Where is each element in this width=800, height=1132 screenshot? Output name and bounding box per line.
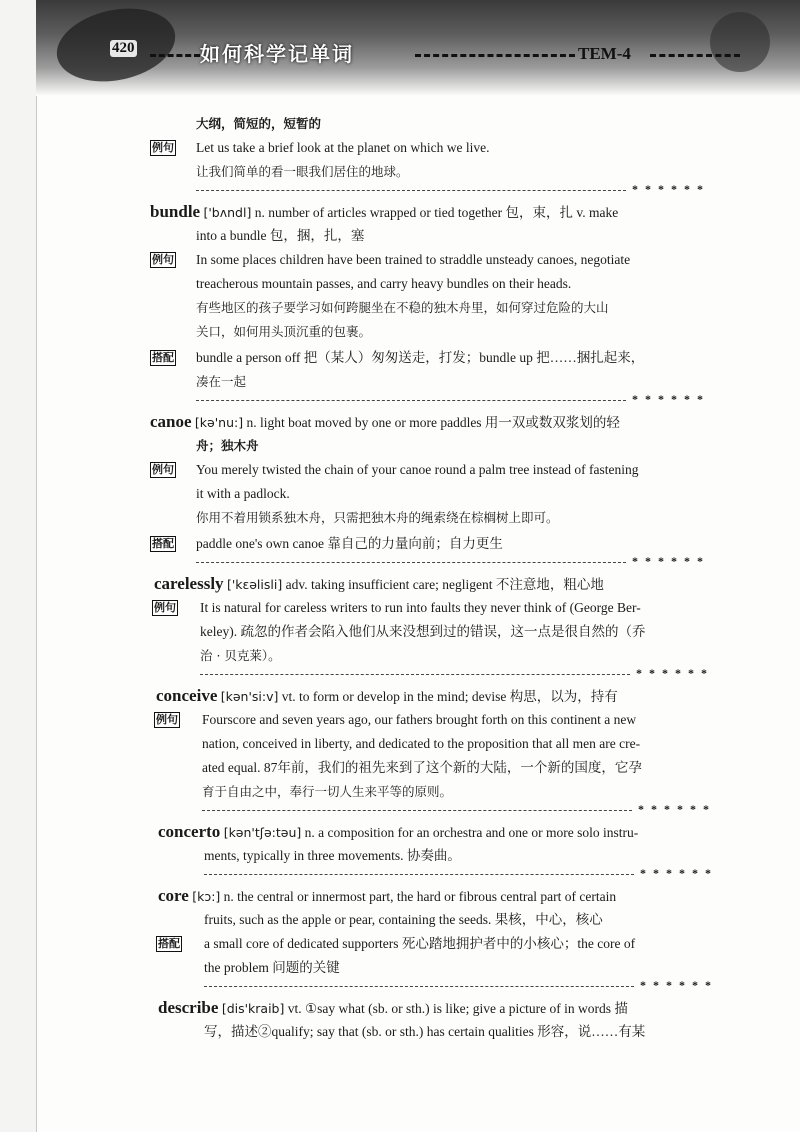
entry-separator (202, 810, 632, 811)
definition: n. number of articles wrapped or tied together 包，束，扎 v. make (254, 205, 619, 220)
phonetic: [kɔ:] (192, 889, 221, 904)
example-sentence: keley). 疏忽的作者会陷入他们从来没想到过的错误，这一点是很自然的（乔 (200, 624, 646, 639)
star-rating: * * * * * * (632, 182, 705, 196)
decorative-swirl (710, 12, 770, 72)
definition: n. the central or innermost part, the hard or fibrous central part of certain (223, 889, 617, 904)
entry-carelessly (154, 574, 604, 595)
book-title: 如何科学记单词 (200, 44, 354, 66)
definition: n. a composition for an orchestra and one or more solo instru- (304, 825, 639, 840)
example-translation: 有些地区的孩子要学习如何跨腿坐在不稳的独木舟里，如何穿过危险的大山 (196, 300, 609, 315)
entry-separator (196, 562, 626, 563)
example-translation: 治 · 贝克莱）。 (200, 648, 281, 663)
example-sentence: ated equal. 87年前，我们的祖先来到了这个新的大陆，一个新的国度，它孕 (202, 760, 642, 775)
example-translation: 让我们简单的看一眼我们居住的地球。 (196, 164, 409, 179)
page-number: 420 (112, 40, 135, 56)
star-rating: * * * * * * (632, 392, 705, 406)
example-tag: 例句 (154, 601, 176, 614)
phonetic: [kən'tʃə:təu] (223, 825, 302, 840)
header-dashes (650, 54, 740, 57)
phonetic: [kən'si:v] (220, 689, 279, 704)
collocation: paddle one's own canoe 靠自己的力量向前；自力更生 (196, 536, 503, 551)
example-tag: 例句 (152, 253, 174, 266)
example-sentence: In some places children have been trained to straddle unsteady canoes, negotiate (196, 252, 631, 267)
example-sentence: Fourscore and seven years ago, our fathers brought forth on this continent a new (202, 712, 637, 727)
star-rating: * * * * * * (632, 554, 705, 568)
collocation: a small core of dedicated supporters 死心踏地拥护者中的小核心；the core of (204, 936, 636, 951)
collocation-tag: 搭配 (152, 537, 174, 550)
example-sentence: Let us take a brief look at the planet on which we live. (196, 140, 490, 155)
header-dashes (150, 54, 200, 57)
headword: bundle (150, 202, 201, 221)
definition: n. light boat moved by one or more paddles 用一双或数双浆划的轻 (246, 415, 620, 430)
exam-label: TEM-4 (578, 44, 631, 63)
phonetic: ['kɛəlisli] (226, 577, 283, 592)
definition: vt. to form or develop in the mind; devise 构思，以为，持有 (281, 689, 618, 704)
entry-conceive (156, 686, 618, 707)
entry-separator (200, 674, 630, 675)
definition: ments, typically in three movements. 协奏曲。 (204, 848, 461, 863)
headword: conceive (156, 686, 218, 705)
definition: adv. taking insufficient care; negligent 不注意地，粗心地 (285, 577, 604, 592)
entry-core (158, 886, 616, 907)
headword: core (158, 886, 189, 905)
headword: describe (158, 998, 219, 1017)
page-header (36, 0, 800, 96)
entry-canoe (150, 412, 620, 433)
entry-separator (196, 400, 626, 401)
collocation-tag: 搭配 (158, 937, 180, 950)
collocation-tag: 搭配 (152, 351, 174, 364)
example-tag: 例句 (152, 463, 174, 476)
example-sentence: nation, conceived in liberty, and dedicated to the proposition that all men are cre- (202, 736, 641, 751)
star-rating: * * * * * * (640, 978, 713, 992)
entry-describe (158, 998, 628, 1019)
example-sentence: It is natural for careless writers to run into faults they never think of (George Ber- (200, 600, 641, 615)
definition: 写，描述②qualify; say that (sb. or sth.) has certain qualities 形容，说……有某 (204, 1024, 646, 1039)
example-sentence: treacherous mountain passes, and carry heavy bundles on their heads. (196, 276, 572, 291)
entry-separator (204, 874, 634, 875)
example-sentence: You merely twisted the chain of your canoe round a palm tree instead of fastening (196, 462, 639, 477)
phonetic: [kə'nu:] (194, 415, 244, 430)
star-rating: * * * * * * (636, 666, 709, 680)
headword: concerto (158, 822, 221, 841)
collocation: bundle a person off 把（某人）匆匆送走，打发；bundle up 把……捆扎起来， (196, 350, 645, 365)
example-tag: 例句 (156, 713, 178, 726)
headword: canoe (150, 412, 192, 431)
star-rating: * * * * * * (638, 802, 711, 816)
example-tag: 例句 (152, 141, 174, 154)
entry-separator (204, 986, 634, 987)
definition: fruits, such as the apple or pear, containing the seeds. 果核，中心，核心 (204, 912, 603, 927)
example-translation: 关口，如何用头顶沉重的包裹。 (196, 324, 372, 339)
entry-separator (196, 190, 626, 191)
example-translation: 你用不着用锁系独木舟，只需把独木舟的绳索绕在棕榈树上即可。 (196, 510, 559, 525)
definition: vt. ①say what (sb. or sth.) is like; give a picture of in words 描 (287, 1001, 628, 1016)
example-sentence: it with a padlock. (196, 486, 290, 501)
entry-concerto (158, 822, 638, 843)
definition: into a bundle 包，捆，扎，塞 (196, 228, 365, 243)
star-rating: * * * * * * (640, 866, 713, 880)
headword: carelessly (154, 574, 224, 593)
collocation: 凑在一起 (196, 374, 247, 389)
definition-continuation: 大纲，简短的，短暂的 (196, 116, 322, 131)
example-translation: 育于自由之中，奉行一切人生来平等的原则。 (202, 784, 453, 799)
definition: 舟；独木舟 (196, 438, 259, 453)
header-dashes (415, 54, 575, 57)
collocation: the problem 问题的关键 (204, 960, 340, 975)
phonetic: ['bʌndl] (203, 205, 252, 220)
entry-bundle (150, 202, 618, 223)
phonetic: [dis'kraib] (221, 1001, 285, 1016)
